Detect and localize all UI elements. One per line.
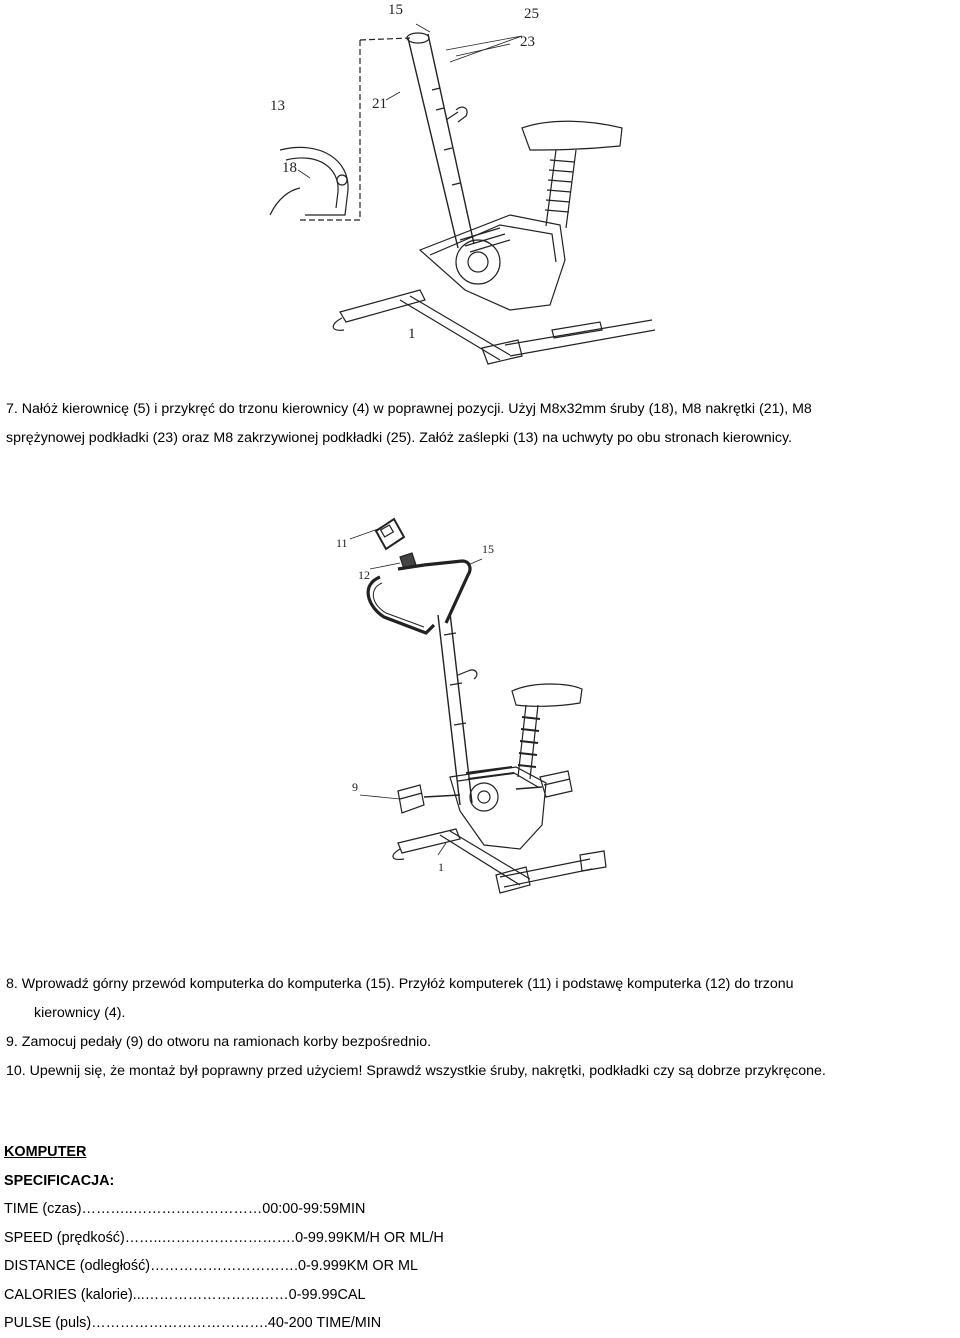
spec-row-calories xyxy=(4,1281,444,1310)
specification-heading: SPECIFICACJA: xyxy=(4,1172,115,1189)
spec-value: 0-9.999KM OR ML xyxy=(297,1258,418,1274)
spec-label: SPEED (prędkość) xyxy=(4,1229,125,1246)
callout-9: 9 xyxy=(352,780,358,794)
spec-dots: …………………………. xyxy=(150,1258,298,1274)
callout-25: 25 xyxy=(524,6,539,22)
computer-heading: KOMPUTER xyxy=(4,1144,87,1160)
callout-23: 23 xyxy=(520,34,535,50)
spec-dots: ...………………………… xyxy=(132,1286,289,1303)
spec-label: TIME (czas) xyxy=(4,1201,82,1217)
callout-15: 15 xyxy=(482,542,494,556)
callout-11: 11 xyxy=(336,536,348,550)
step-10: 10. Upewnij się, że montaż był poprawny przed użyciem! Sprawdź wszystkie śruby, nakrętki, podkładki czy są dobrze przykręcone. xyxy=(6,1063,826,1079)
spec-dots: ………..……………………… xyxy=(81,1201,263,1217)
spec-value: 0-99.99KM/H OR ML/H xyxy=(295,1229,444,1246)
step-9: 9. Zamocuj pedały (9) do otworu na ramionach korby bezpośrednio. xyxy=(6,1034,432,1050)
exercise-bike-drawing xyxy=(260,0,700,370)
callout-21: 21 xyxy=(372,96,387,112)
spec-value: 40-200 TIME/MIN xyxy=(267,1315,382,1331)
callout-13: 13 xyxy=(270,98,285,114)
computer-specification xyxy=(4,1138,444,1338)
callout-12: 12 xyxy=(358,568,370,582)
exercise-bike-full-drawing xyxy=(320,505,620,900)
callout-18: 18 xyxy=(282,160,297,176)
spec-value: 0-99.99CAL xyxy=(288,1286,366,1303)
step-8-line-2: kierownicy (4). xyxy=(34,1005,126,1021)
spec-label: CALORIES (kalorie) xyxy=(4,1286,133,1303)
callout-15: 15 xyxy=(388,2,403,18)
step-7-line-1: 7. Nałóż kierownicę (5) i przykręć do trzonu kierownicy (4) w poprawnej pozycji. Użyj M8x32mm śruby (18), M8 nakrętki (21), M8 xyxy=(6,401,812,417)
step-7-text xyxy=(6,395,960,453)
spec-label: PULSE (puls) xyxy=(4,1315,92,1331)
spec-row-time xyxy=(4,1195,444,1224)
spec-value: 00:00-99:59MIN xyxy=(262,1201,366,1217)
spec-row-speed xyxy=(4,1224,444,1253)
callout-1: 1 xyxy=(408,326,416,342)
computer-and-pedal-diagram xyxy=(320,505,620,900)
spec-label: DISTANCE (odległość) xyxy=(4,1258,151,1274)
step-7-line-2: sprężynowej podkładki (23) oraz M8 zakrzywionej podkładki (25). Załóż zaślepki (13) na uchwyty po obu stronach kierownicy. xyxy=(6,430,792,446)
spec-dots: ………………………………. xyxy=(91,1315,268,1331)
callout-1: 1 xyxy=(438,860,444,874)
step-8-line-1: 8. Wprowadź górny przewód komputerka do komputerka (15). Przyłóż komputerek (11) i podstawę komputerka (12) do trzonu xyxy=(6,976,794,992)
spec-dots: ……..………………………. xyxy=(124,1229,296,1246)
steps-8-10-text xyxy=(6,970,960,1086)
spec-row-pulse xyxy=(4,1309,444,1338)
spec-row-distance xyxy=(4,1252,444,1281)
handlebar-assembly-diagram xyxy=(260,0,700,370)
